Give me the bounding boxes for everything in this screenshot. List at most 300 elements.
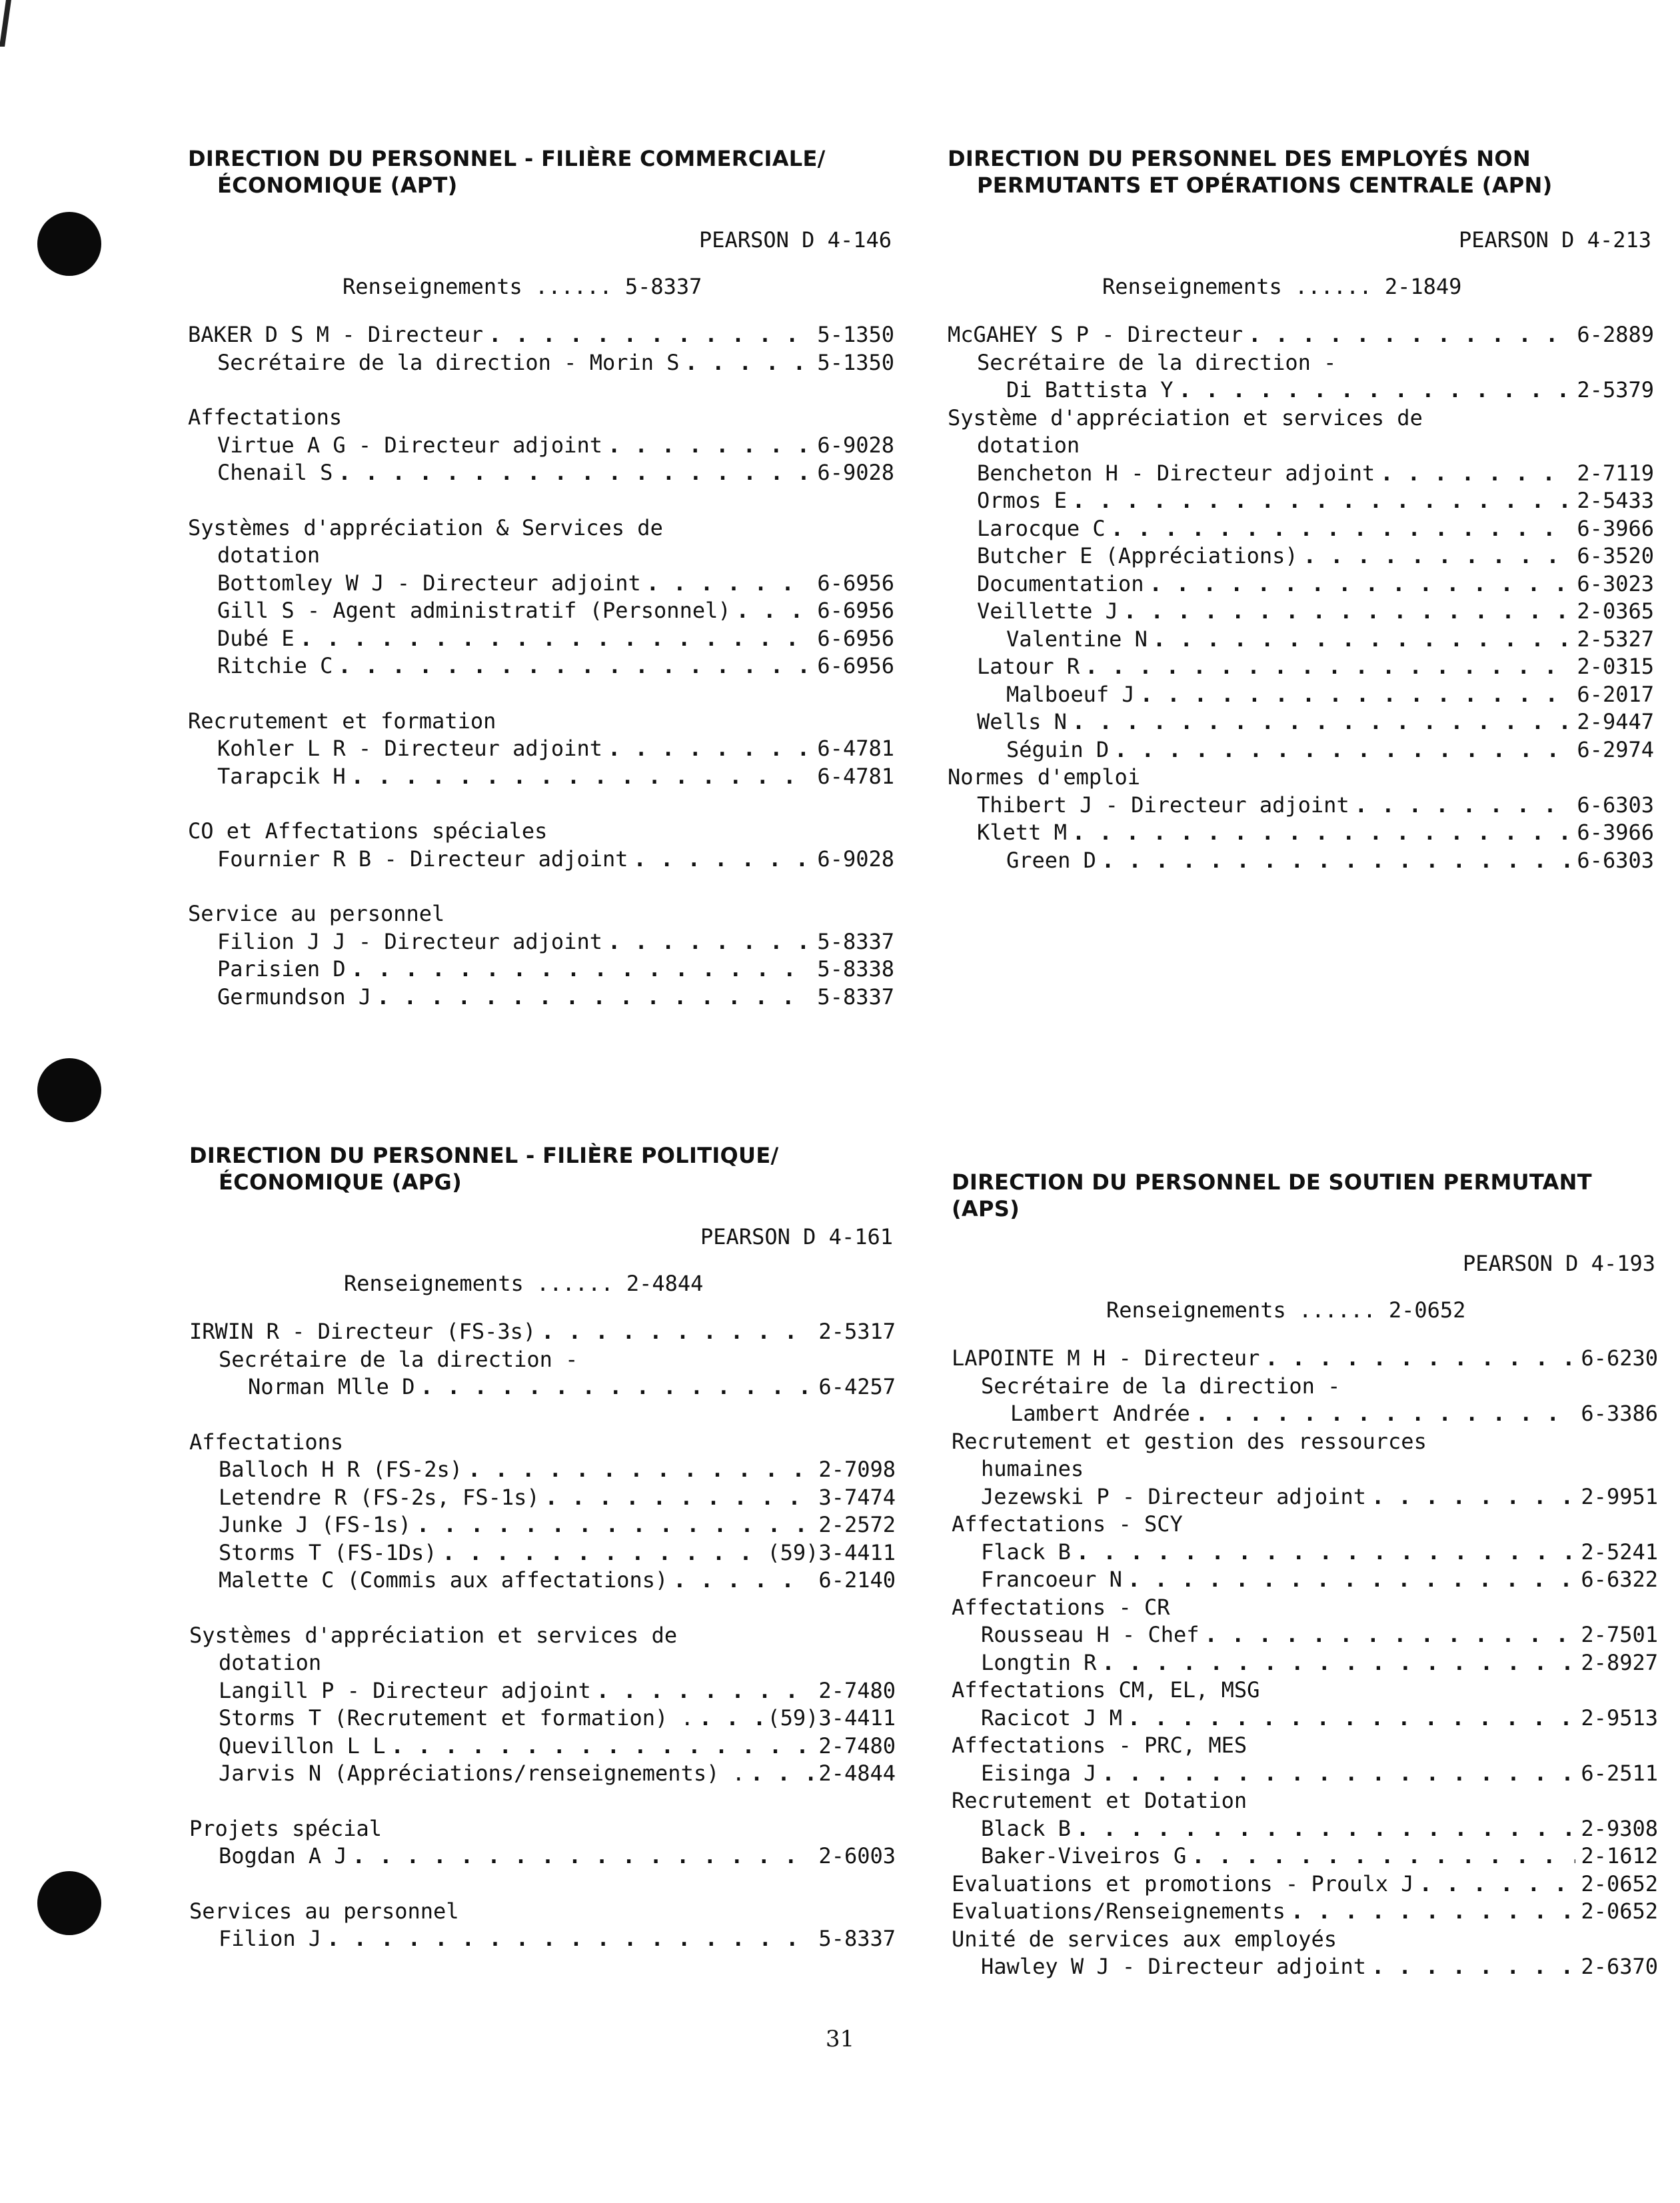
group-heading: dotation [217,542,321,568]
entry-phone: 2-5317 [818,1319,896,1344]
directory-entry [948,460,1654,488]
punch-hole [37,212,101,276]
info-label: Renseignements ...... [343,274,612,299]
spacer [188,487,894,514]
section-apt [188,145,894,1011]
dot-leader [545,1484,814,1512]
directory-entry [188,763,894,791]
section-title [188,145,894,199]
section-title-line: DIRECTION DU PERSONNEL - FILIÈRE COMMERCIALE/ [188,146,826,171]
directory-entry [952,1566,1658,1594]
info-phone: 5-8337 [624,274,702,299]
entry-phone: 2-9951 [1581,1483,1658,1509]
dot-leader [1205,1621,1576,1649]
directory-entry [189,1511,896,1539]
entry-phone: (59)3-4411 [767,1539,896,1565]
entry-phone: 5-1350 [817,322,894,347]
group-heading: Services au personnel [189,1898,459,1924]
directory-entry [952,1870,1658,1898]
group-heading: Affectations [188,404,343,430]
entry-phone: 2-0652 [1581,1898,1658,1924]
dot-leader [1149,570,1571,598]
entry-name: Quevillon L L [219,1733,386,1759]
dot-leader [1192,1842,1575,1870]
directory-entry [948,626,1654,654]
entry-phone: 6-3023 [1577,570,1654,596]
dot-leader [1072,487,1572,515]
entry-name: Veillette J [977,598,1118,624]
entry-phone: 6-2017 [1577,681,1654,707]
group-heading: Affectations - CR [952,1594,1170,1620]
punch-hole [37,1871,101,1935]
dot-leader [351,763,812,791]
spacer [189,1401,896,1429]
spacer [189,1788,896,1815]
page-number: 31 [825,2026,855,2052]
group-heading: CO et Affectations spéciales [188,818,548,844]
section-aps [952,1169,1658,1981]
entry-phone: 6-2511 [1581,1760,1658,1786]
entry-phone: 6-9028 [817,846,894,872]
dot-leader [1124,598,1571,626]
group-heading: Secrétaire de la direction - [219,1346,578,1372]
entry-name: Gill S - Agent administratif (Personnel) [217,598,731,623]
dot-leader [1076,1539,1576,1567]
entry-phone: 2-2572 [818,1512,896,1537]
entry-name: Flack B [981,1539,1071,1565]
entry-phone: 2-7098 [818,1457,896,1482]
dot-leader [646,570,812,598]
dot-leader [300,625,812,653]
info-line [948,273,1654,300]
group-heading: Affectations CM, EL, MSG [952,1677,1260,1703]
location: PEARSON D 4-146 [699,227,892,253]
directory-entry [952,1621,1658,1649]
group-heading: Systèmes d'appréciation & Services de [188,514,663,540]
dot-leader [634,846,812,874]
directory-entry [952,1483,1658,1511]
dot-leader [353,1842,814,1870]
dot-leader [1303,542,1572,570]
directory-entry [188,459,894,487]
dot-leader [1371,1953,1575,1981]
entry-phone: 6-3966 [1577,515,1654,541]
spacer [189,1595,896,1622]
group-heading: Recrutement et gestion des ressources [952,1428,1427,1454]
info-phone: 2-0652 [1388,1297,1466,1323]
dot-leader [468,1456,813,1484]
entry-phone: 2-8927 [1581,1649,1658,1675]
entry-phone: 6-2974 [1577,736,1654,762]
entry-phone: 5-8337 [818,1926,896,1951]
entry-name: Fournier R B - Directeur adjoint [217,846,628,872]
dot-leader [1419,1870,1576,1898]
group-heading: Unité de services aux employés [952,1926,1337,1952]
entry-name: Jarvis N (Appréciations/renseignements) . [219,1761,745,1786]
entry-phone: 5-8338 [817,956,894,982]
directory-entry [188,625,894,653]
info-label: Renseignements ...... [1102,274,1372,299]
dot-leader [608,928,812,956]
spacer [188,873,894,900]
dot-leader [750,1760,814,1788]
dot-leader [736,597,812,625]
dot-leader [1265,1345,1575,1373]
directory-entry [188,956,894,984]
directory-entry [188,735,894,763]
entry-list [189,1318,896,1953]
info-phone: 2-1849 [1384,274,1462,299]
info-label: Renseignements ...... [344,1271,614,1296]
entry-phone: 2-0315 [1577,654,1654,679]
directory-entry [948,487,1654,515]
entry-phone: 6-4257 [818,1374,896,1399]
dot-leader [596,1677,814,1705]
dot-leader [1072,708,1572,736]
dot-leader [1114,736,1571,764]
directory-entry [189,1760,896,1788]
dot-leader [338,459,812,487]
group-heading: dotation [219,1650,322,1675]
dot-leader [391,1733,813,1761]
location: PEARSON D 4-193 [1463,1251,1655,1276]
entry-name: Ormos E [977,488,1067,513]
entry-name: Secrétaire de la direction - Morin S [217,349,680,375]
entry-phone: 6-4781 [817,736,894,761]
group-heading: dotation [977,432,1080,458]
directory-entry [952,1345,1658,1373]
entry-phone: 6-4781 [817,763,894,789]
dot-leader [1111,515,1572,543]
dot-leader [1196,1400,1576,1428]
section-title-line: ÉCONOMIQUE (APG) [219,1169,462,1195]
dot-leader [1153,626,1571,654]
section-title-line: PERMUTANTS ET OPÉRATIONS CENTRALE (APN) [977,173,1553,198]
scan-mark [0,0,11,47]
directory-entry [948,515,1654,543]
entry-name: Rousseau H - Chef [981,1622,1200,1647]
entry-name: Baker-Viveiros G [981,1843,1187,1868]
entry-phone: (59)3-4411 [767,1705,896,1731]
entry-name: Balloch H R (FS-2s) [219,1457,463,1482]
entry-name: Langill P - Directeur adjoint [219,1677,591,1703]
entry-name: Butcher E (Appréciations) [977,543,1298,568]
dot-leader [1371,1483,1575,1511]
dot-leader [608,432,812,460]
dot-leader [1248,321,1571,349]
entry-phone: 6-6303 [1577,847,1654,873]
directory-entry [952,1705,1658,1733]
group-heading: Secrétaire de la direction - [981,1373,1341,1399]
dot-leader [541,1318,813,1346]
entry-phone: 2-5327 [1577,626,1654,652]
entry-phone: 6-9028 [817,432,894,458]
entry-phone: 2-9513 [1581,1705,1658,1731]
section-title-line: DIRECTION DU PERSONNEL DE SOUTIEN PERMUTANT (APS) [952,1169,1592,1221]
dot-leader [351,956,812,984]
directory-entry [188,984,894,1012]
directory-entry [189,1925,896,1953]
entry-phone: 2-7501 [1581,1622,1658,1647]
directory-entry [952,1400,1658,1428]
entry-phone: 6-6956 [817,570,894,596]
entry-name: McGAHEY S P - Directeur [948,322,1244,347]
entry-phone: 2-6003 [818,1843,896,1868]
dot-leader [1178,376,1571,404]
entry-name: Racicot J M [981,1705,1122,1731]
entry-phone: 2-5241 [1581,1539,1658,1565]
entry-name: Eisinga J [981,1760,1097,1786]
spacer [189,1870,896,1898]
entry-phone: 2-7119 [1577,460,1654,486]
entry-name: Black B [981,1815,1071,1841]
directory-entry [948,376,1654,404]
group-heading: Affectations - SCY [952,1511,1183,1537]
entry-name: Di Battista Y [1006,377,1174,402]
entry-name: BAKER D S M - Directeur [188,322,484,347]
directory-entry [188,432,894,460]
entry-phone: 2-0365 [1577,598,1654,624]
entry-phone: 3-7474 [818,1484,896,1510]
entry-phone: 6-2140 [818,1567,896,1593]
entry-phone: 6-9028 [817,460,894,485]
directory-entry [952,1649,1658,1677]
section-title [189,1142,896,1195]
directory-entry [948,598,1654,626]
group-heading: Projets spécial [189,1815,382,1841]
dot-leader [377,984,812,1012]
dot-leader [1128,1566,1575,1594]
entry-name: Storms T (Recrutement et formation) . [219,1705,694,1731]
entry-name: Malette C (Commis aux affectations) [219,1567,668,1593]
dot-leader [1102,847,1572,875]
directory-entry [189,1733,896,1761]
directory-entry [948,792,1654,820]
dot-leader [1072,819,1572,847]
entry-phone: 6-6956 [817,653,894,678]
entry-name: Kohler L R - Directeur adjoint [217,736,602,761]
group-heading: Normes d'emploi [948,764,1140,790]
info-line [189,1270,896,1297]
entry-name: Séguin D [1006,736,1110,762]
entry-phone: 5-8337 [817,984,894,1010]
dot-leader [1380,460,1571,488]
directory-entry [948,819,1654,847]
directory-entry [189,1373,896,1401]
entry-name: Documentation [977,570,1144,596]
group-heading: Recrutement et Dotation [952,1788,1248,1813]
entry-phone: 2-5379 [1577,377,1654,402]
directory-entry [189,1456,896,1484]
spacer [188,790,894,818]
dot-leader [673,1567,813,1595]
entry-name: LAPOINTE M H - Directeur [952,1345,1260,1371]
section-apn [948,145,1654,874]
directory-entry [948,321,1654,349]
entry-list [188,321,894,1011]
dot-leader [1355,792,1572,820]
info-label: Renseignements ...... [1106,1297,1376,1323]
entry-phone: 6-2889 [1577,322,1654,347]
directory-entry [948,653,1654,681]
entry-name: Malboeuf J [1006,681,1135,707]
directory-entry [189,1484,896,1512]
group-heading: Affectations - PRC, MES [952,1733,1248,1758]
entry-phone: 6-6956 [817,598,894,623]
directory-entry [188,349,894,377]
section-title [948,145,1654,199]
entry-name: Parisien D [217,956,346,982]
directory-entry [189,1539,896,1567]
section-title-line: DIRECTION DU PERSONNEL DES EMPLOYÉS NON [948,146,1531,171]
directory-entry [952,1842,1658,1870]
spacer [188,376,894,404]
group-heading: Affectations [189,1429,344,1455]
entry-name: Junke J (FS-1s) [219,1512,411,1537]
entry-phone: 6-3386 [1581,1401,1658,1426]
entry-name: Lambert Andrée [1010,1401,1190,1426]
group-heading: Système d'appréciation et services de [948,404,1423,430]
entry-phone: 2-7480 [818,1733,896,1759]
entry-name: Norman Mlle D [248,1374,415,1399]
group-heading: Service au personnel [188,901,445,926]
entry-phone: 5-1350 [817,349,894,375]
entry-name: Bencheton H - Directeur adjoint [977,460,1375,486]
info-line [188,273,894,300]
dot-leader [1291,1898,1576,1926]
dot-leader [1128,1705,1575,1733]
entry-name: Longtin R [981,1649,1097,1675]
directory-entry [952,1898,1658,1926]
entry-phone: 5-8337 [817,928,894,954]
entry-phone: 2-5433 [1577,488,1654,513]
info-line [952,1297,1658,1323]
dot-leader [608,735,812,763]
entry-name: Klett M [977,820,1067,845]
dot-leader [442,1539,762,1567]
entry-phone: 6-6303 [1577,792,1654,818]
dot-leader [1102,1649,1575,1677]
dot-leader [1076,1815,1576,1843]
dot-leader [685,349,812,377]
directory-entry [188,928,894,956]
entry-name: Thibert J - Directeur adjoint [977,792,1349,818]
directory-entry [948,570,1654,598]
directory-entry [188,597,894,625]
group-heading: Recrutement et formation [188,708,496,734]
section-apg [189,1142,896,1953]
group-heading: Secrétaire de la direction - [977,349,1337,375]
entry-name: Filion J [219,1926,322,1951]
directory-entry [188,321,894,349]
entry-name: Evaluations/Renseignements [952,1898,1285,1924]
entry-name: Green D [1006,847,1096,873]
entry-name: Bottomley W J - Directeur adjoint [217,570,641,596]
entry-name: IRWIN R - Directeur (FS-3s) [189,1319,536,1344]
punch-hole [37,1058,101,1122]
dot-leader [420,1373,813,1401]
entry-phone: 6-6230 [1581,1345,1658,1371]
directory-entry [948,847,1654,875]
section-title [952,1169,1658,1222]
directory-entry [189,1318,896,1346]
group-heading: Systèmes d'appréciation et services de [189,1622,678,1648]
dot-leader [338,652,812,680]
entry-name: Wells N [977,709,1067,734]
directory-entry [948,542,1654,570]
entry-phone: 6-3520 [1577,543,1654,568]
entry-list [948,321,1654,874]
entry-name: Francoeur N [981,1567,1122,1592]
directory-entry [189,1705,896,1733]
entry-phone: 2-0652 [1581,1870,1658,1896]
entry-name: Filion J J - Directeur adjoint [217,928,602,954]
directory-entry [189,1567,896,1595]
entry-name: Bogdan A J [219,1843,347,1868]
directory-entry [188,570,894,598]
directory-entry [948,681,1654,709]
directory-entry [952,1539,1658,1567]
section-title-line: DIRECTION DU PERSONNEL - FILIÈRE POLITIQUE/ [189,1143,779,1168]
entry-phone: 2-9308 [1581,1815,1658,1841]
entry-phone: 2-4844 [818,1761,896,1786]
entry-name: Chenail S [217,460,333,485]
entry-name: Storms T (FS-1Ds) [219,1539,437,1565]
entry-name: Ritchie C [217,653,333,678]
entry-phone: 6-3966 [1577,820,1654,845]
entry-name: Tarapcik H [217,763,346,789]
entry-phone: 2-9447 [1577,709,1654,734]
spacer [188,680,894,708]
entry-name: Dubé E [217,625,295,651]
directory-entry [952,1953,1658,1981]
location: PEARSON D 4-161 [700,1224,893,1249]
directory-entry [952,1760,1658,1788]
entry-name: Germundson J [217,984,372,1010]
dot-leader [699,1705,762,1733]
directory-entry [952,1815,1658,1843]
entry-name: Larocque C [977,515,1106,541]
entry-phone: 2-1612 [1581,1843,1658,1868]
directory-entry [948,736,1654,764]
entry-phone: 2-6370 [1581,1954,1658,1979]
entry-name: Hawley W J - Directeur adjoint [981,1954,1366,1979]
dot-leader [488,321,812,349]
dot-leader [1102,1760,1575,1788]
location: PEARSON D 4-213 [1459,227,1651,253]
directory-entry [948,708,1654,736]
entry-name: Valentine N [1006,626,1148,652]
entry-name: Jezewski P - Directeur adjoint [981,1483,1366,1509]
entry-name: Letendre R (FS-2s, FS-1s) [219,1484,540,1510]
section-title-line: ÉCONOMIQUE (APT) [217,173,458,198]
entry-name: Latour R [977,654,1080,679]
directory-entry [189,1677,896,1705]
dot-leader [417,1511,813,1539]
directory-entry [189,1842,896,1870]
entry-name: Virtue A G - Directeur adjoint [217,432,602,458]
entry-phone: 6-6322 [1581,1567,1658,1592]
dot-leader [1140,681,1572,709]
dot-leader [1085,653,1571,681]
entry-phone: 2-7480 [818,1677,896,1703]
group-heading: humaines [981,1456,1084,1481]
directory-entry [188,652,894,680]
entry-list [952,1345,1658,1981]
dot-leader [327,1925,813,1953]
entry-name: Evaluations et promotions - Proulx J [952,1870,1414,1896]
info-phone: 2-4844 [626,1271,704,1296]
